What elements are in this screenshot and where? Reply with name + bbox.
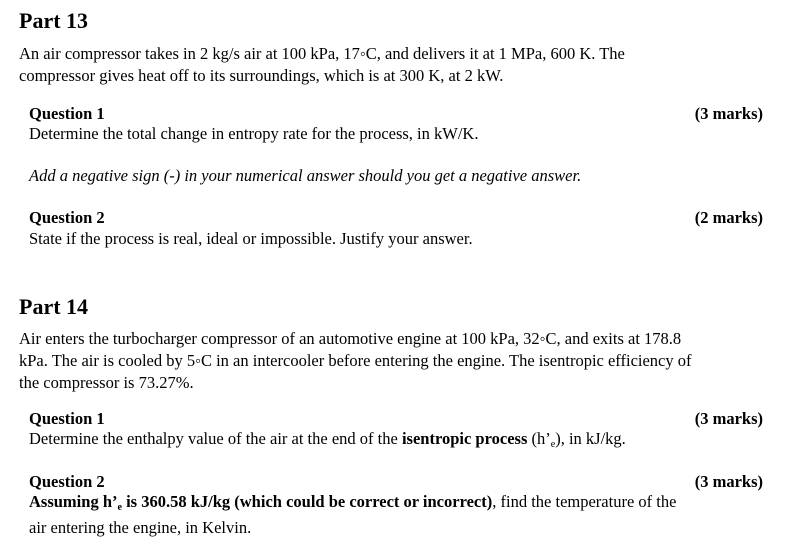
question-label: Question 1 <box>29 409 105 428</box>
q2-text-a: , find the temperature of the <box>492 492 677 511</box>
q2-text-line-2: air entering the engine, in Kelvin. <box>29 518 252 537</box>
part-14-question-1-header <box>29 409 763 429</box>
question-label: Question 2 <box>29 472 105 491</box>
question-label: Question 1 <box>29 104 105 123</box>
question-marks: (3 marks) <box>694 409 763 428</box>
part-13-intro <box>19 43 789 87</box>
q1-text-b: (h’ <box>527 429 551 448</box>
q2-bold-sub: e <box>117 502 122 513</box>
part-14-intro-line-1: Air enters the turbocharger compressor of an automotive engine at 100 kPa, 32◦C, and exits at 178.8 <box>19 329 682 348</box>
part-14-question-1-text <box>29 429 774 455</box>
part-13-question-2-header <box>29 208 763 228</box>
part-13-intro-line-2: compressor gives heat off to its surroundings, which is at 300 K, at 2 kW. <box>19 66 504 85</box>
part-13-intro-line-1: An air compressor takes in 2 kg/s air at 100 kPa, 17◦C, and delivers it at 1 MPa, 600 K. The <box>19 44 625 63</box>
question-marks: (2 marks) <box>694 208 763 227</box>
question-marks: (3 marks) <box>694 104 763 123</box>
q1-text-bold: isentropic process <box>401 429 528 448</box>
question-marks: (3 marks) <box>694 472 763 491</box>
part-13-question-1-text: Determine the total change in entropy rate for the process, in kW/K. <box>29 124 479 143</box>
part-13-question-2-text: State if the process is real, ideal or impossible. Justify your answer. <box>29 229 473 248</box>
part-14-intro-line-3: the compressor is 73.27%. <box>19 373 194 392</box>
part-14-question-2-text <box>29 492 774 538</box>
part-13-question-1-header <box>29 104 763 124</box>
part-14-question-2-header <box>29 472 763 492</box>
q1-text-a: Determine the enthalpy value of the air at the end of the <box>29 429 402 448</box>
part-13-question-1-note: Add a negative sign (-) in your numerical answer should you get a negative answer. <box>29 166 582 185</box>
part-13-title: Part 13 <box>19 8 89 33</box>
q1-text-sub: e <box>550 439 556 450</box>
q2-bold-a: Assuming h’ <box>29 492 118 511</box>
q2-bold-b: is 360.58 kJ/kg (which could be correct or incorrect) <box>121 492 493 511</box>
part-14-intro <box>19 328 789 394</box>
q1-text-c: ), in kJ/kg. <box>555 429 626 448</box>
part-14-intro-line-2: kPa. The air is cooled by 5◦C in an intercooler before entering the engine. The isentropic efficiency of <box>19 351 692 370</box>
question-label: Question 2 <box>29 208 105 227</box>
part-14-title: Part 14 <box>19 294 89 319</box>
